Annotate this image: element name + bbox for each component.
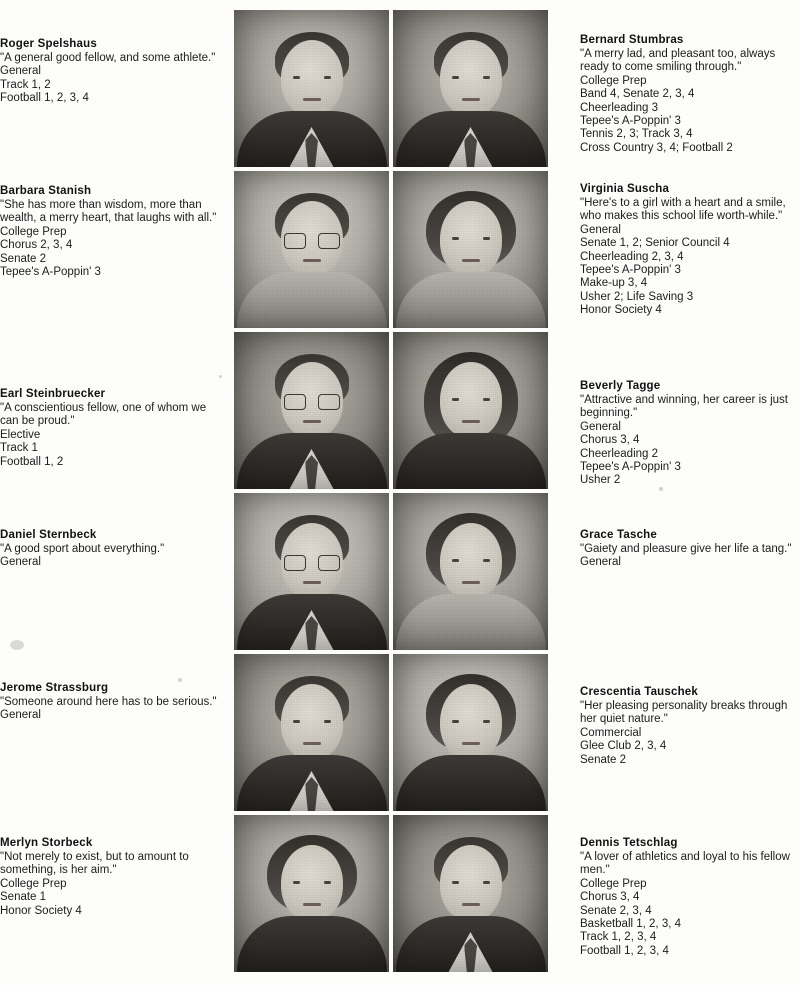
table-row [0, 10, 800, 171]
entry-activity: Commercial [580, 726, 642, 739]
portrait-photo [234, 493, 389, 650]
entry-activity: Track 1, 2 [0, 78, 51, 91]
entry-activity: General [580, 223, 621, 236]
entry-activity: Tepee's A-Poppin' 3 [580, 264, 681, 277]
entry-activity: Chorus 3, 4 [580, 434, 640, 447]
entry-activity: Chorus 2, 3, 4 [0, 239, 73, 252]
entry-block-right-4 [550, 493, 800, 570]
entry-activity: Glee Club 2, 3, 4 [580, 740, 667, 753]
portrait-photo [393, 493, 548, 650]
entry-activity: Track 1, 2, 3, 4 [580, 931, 657, 944]
portrait-photo [234, 171, 389, 328]
scan-artifact [10, 640, 24, 650]
entry-block-left-4 [0, 493, 232, 570]
entry-activity: Honor Society 4 [580, 304, 662, 317]
photo-pair [232, 10, 550, 167]
table-row [0, 815, 800, 976]
entry-activity: Cheerleading 2, 3, 4 [580, 250, 684, 263]
portrait-photo [393, 332, 548, 489]
entry-activity: General [580, 556, 621, 569]
photo-pair [232, 332, 550, 489]
entry-activity: Football 1, 2, 3, 4 [0, 92, 89, 105]
entry-quote: "Not merely to exist, but to amount to something, is her aim." [0, 851, 189, 877]
entry-block-left-5 [0, 654, 232, 723]
entry-block-right-6 [550, 815, 800, 958]
entry-activity: Cheerleading 3 [580, 101, 659, 114]
entry-quote: "A lover of athletics and loyal to his fellow men." [580, 851, 790, 877]
entry-name: Daniel Sternbeck [0, 529, 97, 541]
entry-name: Barbara Stanish [0, 185, 92, 197]
photo-pair [232, 171, 550, 328]
entry-name: Beverly Tagge [580, 380, 661, 392]
entry-name: Grace Tasche [580, 529, 657, 541]
entry-name: Roger Spelshaus [0, 38, 97, 50]
entry-quote: "A good sport about everything." [0, 543, 165, 555]
entry-activity: Chorus 3, 4 [580, 891, 640, 904]
entry-activity: Senate 2 [0, 252, 47, 265]
entry-block-left-6 [0, 815, 232, 918]
entry-quote: "A general good fellow, and some athlete." [0, 52, 216, 64]
entry-activity: General [0, 65, 41, 78]
entry-name: Dennis Tetschlag [580, 837, 678, 849]
entry-activity: Honor Society 4 [0, 904, 82, 917]
entry-activity: Tepee's A-Poppin' 3 [580, 461, 681, 474]
entry-name: Earl Steinbruecker [0, 388, 106, 400]
entry-quote: "Gaiety and pleasure give her life a tang." [580, 543, 792, 555]
entry-activity: Tennis 2, 3; Track 3, 4 [580, 128, 693, 141]
entry-name: Bernard Stumbras [580, 34, 684, 46]
entry-activity: Cross Country 3, 4; Football 2 [580, 141, 733, 154]
entry-activity: Senate 1, 2; Senior Council 4 [580, 237, 730, 250]
entry-activity: Elective [0, 428, 41, 441]
entry-quote: "She has more than wisdom, more than wealth, a merry heart, that laughs with all." [0, 199, 217, 225]
entry-activity: College Prep [0, 877, 67, 890]
entry-activity: Senate 2, 3, 4 [580, 904, 652, 917]
entry-activity: Usher 2 [580, 474, 621, 487]
entry-block-right-1 [550, 10, 800, 155]
entry-name: Crescentia Tauschek [580, 686, 699, 698]
photo-pair [232, 493, 550, 650]
entry-activity: General [0, 709, 41, 722]
table-row [0, 171, 800, 332]
scan-artifact [178, 678, 182, 682]
entry-block-right-2 [550, 171, 800, 318]
table-row [0, 332, 800, 493]
entry-activity: Band 4, Senate 2, 3, 4 [580, 88, 695, 101]
entry-activity: Senate 1 [0, 891, 47, 904]
table-row [0, 654, 800, 815]
entry-activity: Cheerleading 2 [580, 447, 659, 460]
entry-quote: "A merry lad, and pleasant too, always ready to come smiling through." [580, 48, 776, 74]
entry-quote: "A conscientious fellow, one of whom we can be proud." [0, 402, 207, 428]
scan-artifact [219, 375, 222, 378]
entry-activity: Senate 2 [580, 753, 627, 766]
entry-activity: Tepee's A-Poppin' 3 [580, 115, 681, 128]
entry-activity: General [580, 420, 621, 433]
portrait-photo [393, 10, 548, 167]
entry-quote: "Her pleasing personality breaks through her quiet nature." [580, 700, 788, 726]
portrait-photo [393, 815, 548, 972]
portrait-photo [393, 654, 548, 811]
entry-activity: Usher 2; Life Saving 3 [580, 290, 694, 303]
entry-name: Jerome Strassburg [0, 682, 109, 694]
portrait-photo [234, 332, 389, 489]
portrait-grid [0, 10, 800, 976]
entry-name: Merlyn Storbeck [0, 837, 93, 849]
entry-activity: Make-up 3, 4 [580, 277, 648, 290]
entry-activity: College Prep [580, 74, 647, 87]
entry-block-left-1 [0, 10, 232, 106]
entry-block-right-5 [550, 654, 800, 767]
entry-block-right-3 [550, 332, 800, 488]
photo-pair [232, 654, 550, 811]
entry-activity: Tepee's A-Poppin' 3 [0, 266, 101, 279]
entry-block-left-2 [0, 171, 232, 279]
entry-activity: Track 1 [0, 442, 38, 455]
entry-block-left-3 [0, 332, 232, 469]
entry-activity: Football 1, 2 [0, 455, 64, 468]
portrait-photo [234, 815, 389, 972]
entry-activity: Basketball 1, 2, 3, 4 [580, 918, 682, 931]
entry-quote: "Someone around here has to be serious." [0, 696, 217, 708]
entry-quote: "Here's to a girl with a heart and a smile, who makes this school life worth-while." [580, 197, 786, 223]
scan-artifact [659, 487, 663, 491]
table-row [0, 493, 800, 654]
portrait-photo [234, 654, 389, 811]
photo-pair [232, 815, 550, 972]
portrait-photo [234, 10, 389, 167]
entry-activity: Football 1, 2, 3, 4 [580, 944, 669, 957]
entry-name: Virginia Suscha [580, 183, 670, 195]
entry-activity: General [0, 556, 41, 569]
entry-activity: College Prep [0, 225, 67, 238]
portrait-photo [393, 171, 548, 328]
entry-activity: College Prep [580, 877, 647, 890]
entry-quote: "Attractive and winning, her career is just beginning." [580, 394, 788, 420]
